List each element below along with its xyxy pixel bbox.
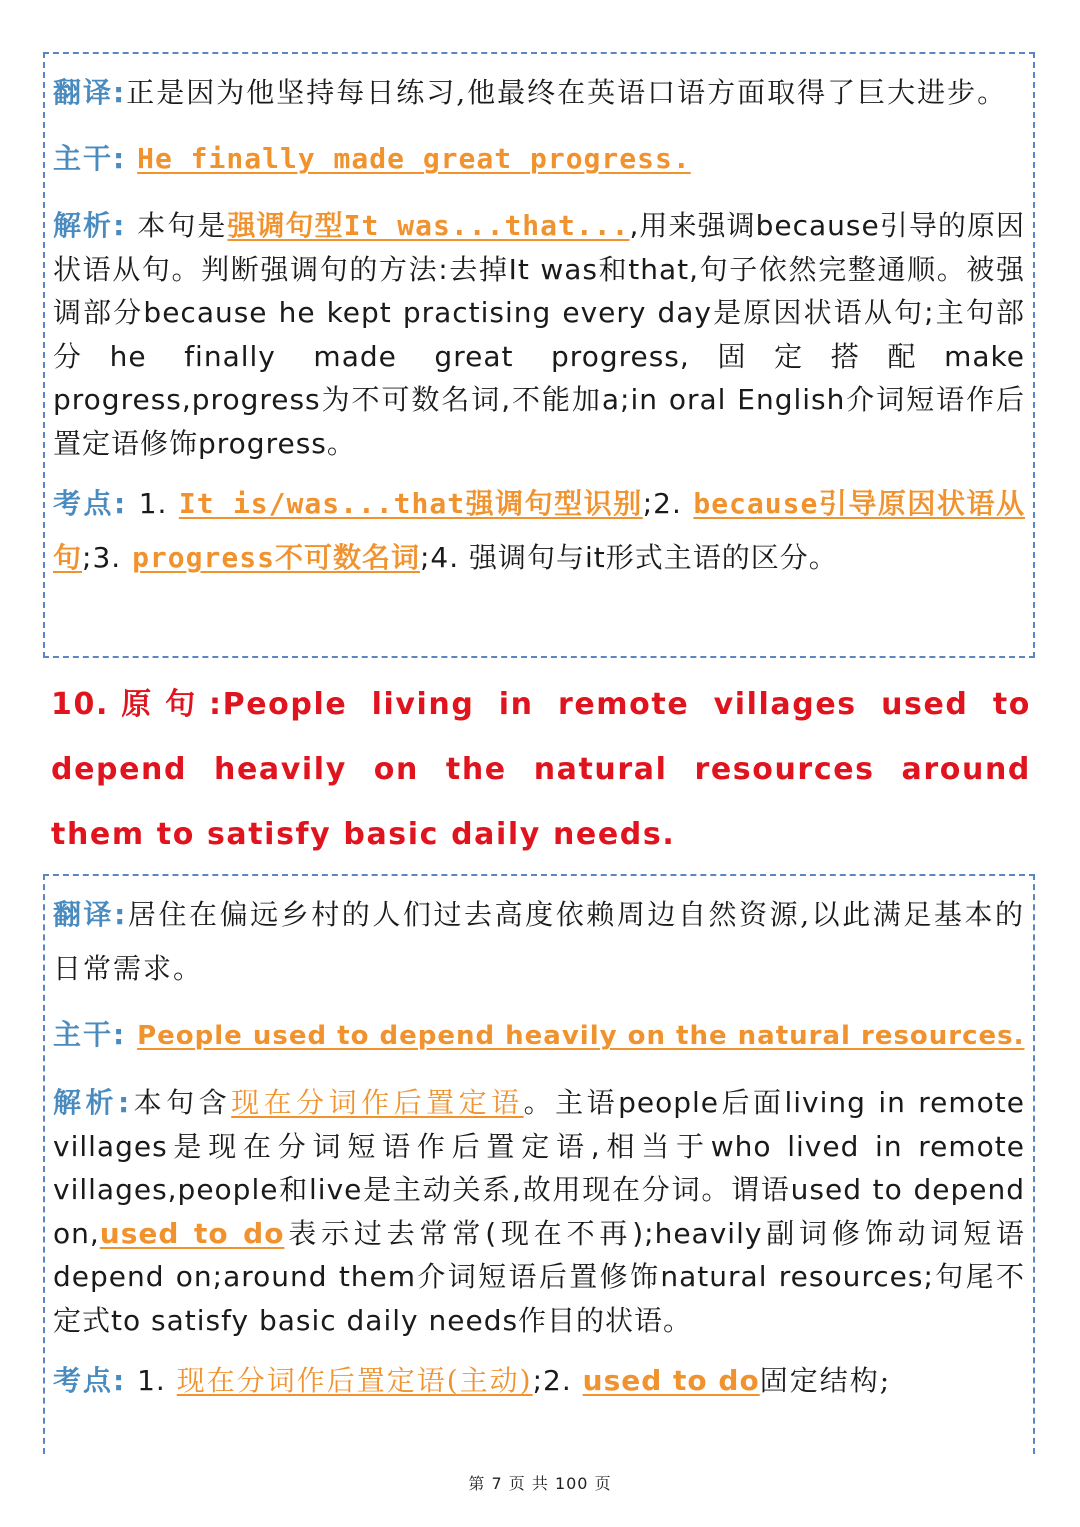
key-point-number: 1. xyxy=(137,1364,166,1397)
main-clause-text: He finally made great progress. xyxy=(137,142,691,175)
translation-text: 正是因为他坚持每日练习,他最终在英语口语方面取得了巨大进步。 xyxy=(126,76,1008,109)
main-clause-paragraph xyxy=(53,132,1025,186)
main-clause-paragraph xyxy=(53,1008,1025,1063)
main-clause-label: 主干: xyxy=(53,142,127,175)
key-points-paragraph xyxy=(53,1354,1025,1408)
translation-label: 翻译: xyxy=(53,76,127,109)
key-points-label: 考点: xyxy=(53,1364,127,1397)
key-point-tail: ;4. 强调句与it形式主语的区分。 xyxy=(419,541,838,574)
analysis-highlight: 现在分词作后置定语 xyxy=(231,1086,524,1119)
analysis-box-10 xyxy=(43,874,1035,1454)
key-point-separator: ;3. xyxy=(82,541,122,574)
analysis-label: 解析: xyxy=(53,209,127,242)
analysis-intro: 本句是 xyxy=(137,209,228,242)
analysis-paragraph xyxy=(53,204,1025,465)
page-footer: 第 7 页 共 100 页 xyxy=(468,1474,612,1493)
key-point-separator: ;2. xyxy=(532,1364,572,1397)
key-point-2: because引导原因状语从句 xyxy=(53,487,1026,574)
main-clause-text: People used to depend heavily on the natural resources. xyxy=(137,1021,1025,1051)
analysis-text: ,用来强调because引导的原因状语从句。判断强调句的方法:去掉It was和that,句子依然完整通顺。被强调部分because he kept practising every day是原因状语从句;主句部分he finally made great progress,固定搭配make progress,progress为不可数名词,不能加a;in oral English介词短语作后置定语修饰progress。 xyxy=(53,209,1026,460)
translation-label: 翻译: xyxy=(53,898,128,931)
analysis-intro: 本句含 xyxy=(131,1086,232,1119)
key-point-1: It is/was...that强调句型识别 xyxy=(178,487,643,520)
key-point-3: progress不可数名词 xyxy=(132,541,420,574)
main-clause-label: 主干: xyxy=(53,1018,127,1051)
analysis-highlight: 强调句型It was...that... xyxy=(227,209,630,242)
key-point-number: 1. xyxy=(138,487,168,520)
key-point-separator: ;2. xyxy=(642,487,682,520)
key-point-tail: 固定结构; xyxy=(759,1364,892,1397)
analysis-label: 解析: xyxy=(53,1086,132,1119)
translation-paragraph xyxy=(53,66,1025,120)
translation-text: 居住在偏远乡村的人们过去高度依赖周边自然资源,以此满足基本的日常需求。 xyxy=(53,898,1026,985)
key-point-2: used to do xyxy=(582,1364,760,1397)
analysis-highlight-2: used to do xyxy=(99,1216,285,1250)
translation-paragraph xyxy=(53,888,1025,996)
original-sentence-10: 10.原句:People living in remote villages used to depend heavily on the natural resources around them to satisfy basic daily needs. xyxy=(51,687,1031,852)
key-points-label: 考点: xyxy=(53,487,128,520)
analysis-text: 。主语people后面living in remote villages是现在分词短语作后置定语,相当于who lived in remote villages,people和live是主动关系,故用现在分词。谓语used to depend on, xyxy=(53,1086,1025,1250)
key-points-paragraph xyxy=(53,477,1025,585)
analysis-paragraph xyxy=(53,1081,1025,1342)
analysis-text-tail: 表示过去常常(现在不再);heavily副词修饰动词短语depend on;around them介词短语后置修饰natural resources;句尾不定式to satisfy basic daily needs作目的状语。 xyxy=(53,1216,1025,1337)
key-point-1: 现在分词作后置定语(主动) xyxy=(176,1364,533,1397)
analysis-box-9 xyxy=(43,52,1035,658)
